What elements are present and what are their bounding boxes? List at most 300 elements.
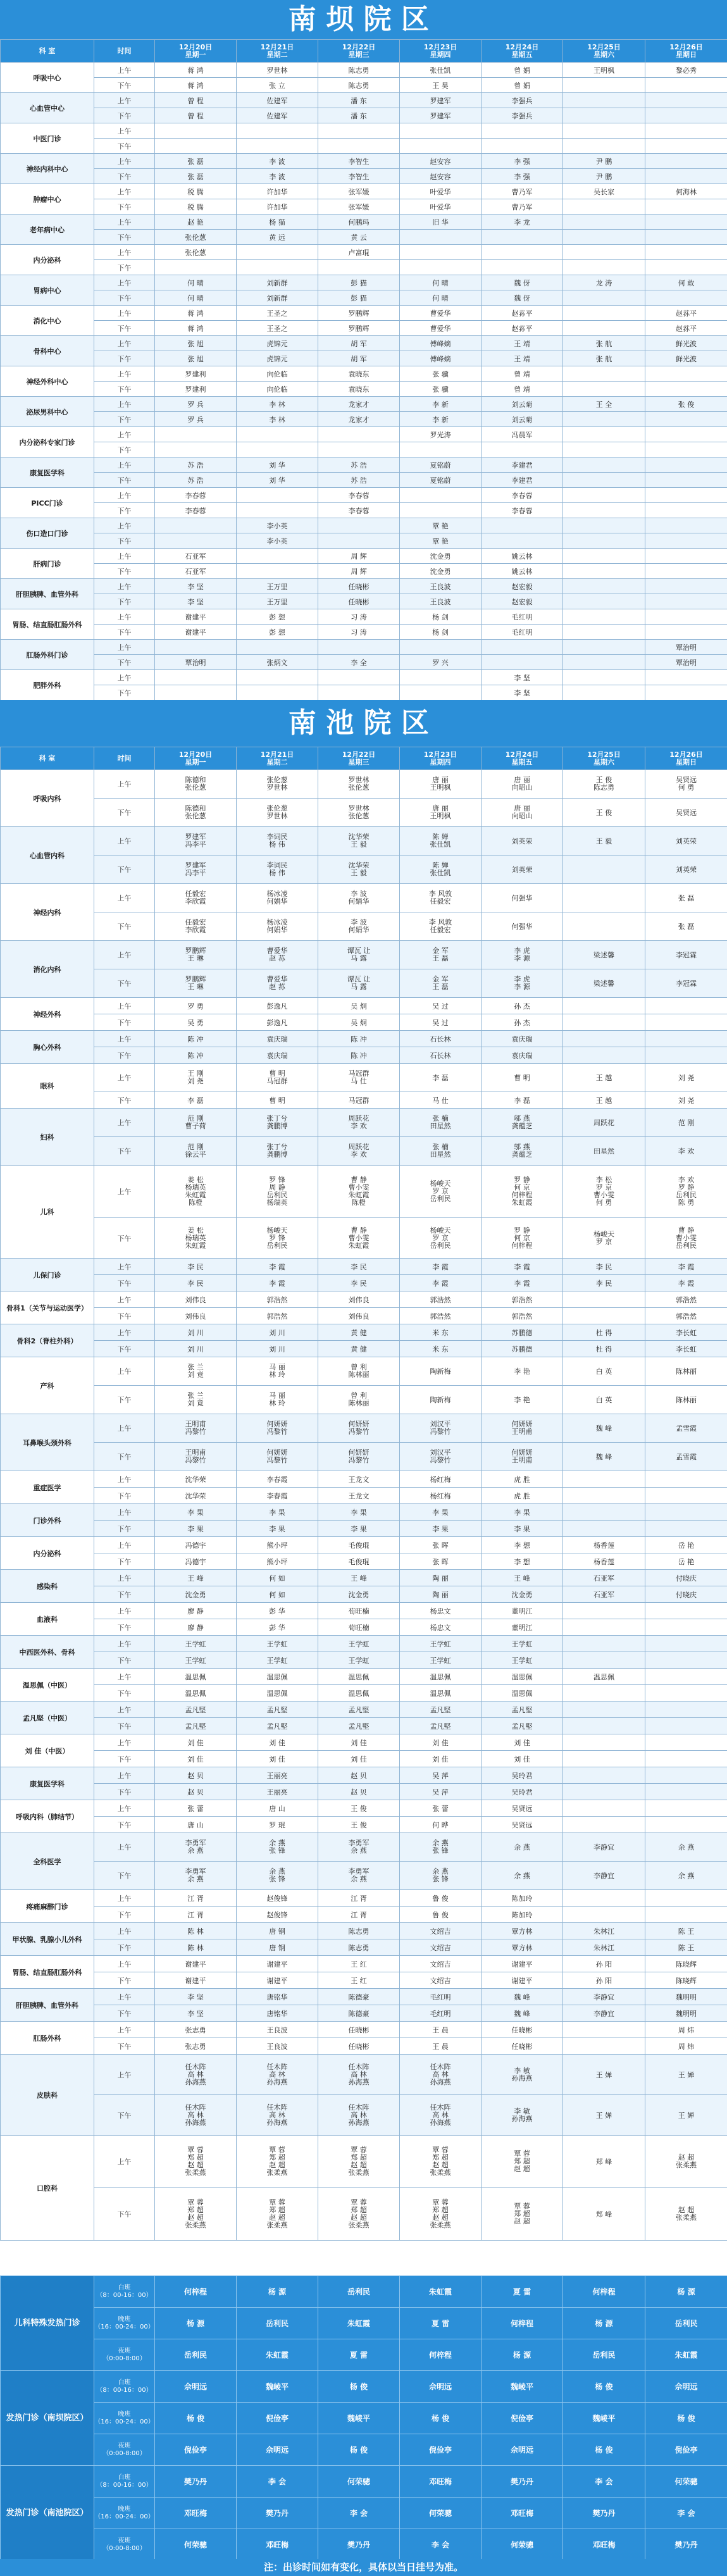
table-row	[1, 1652, 727, 1669]
doctor-cell: 孙 阳	[563, 1972, 645, 1989]
doctor-name: 高 林	[351, 2110, 367, 2119]
doctor-cell: 向伦临	[237, 382, 318, 397]
session-label: 下午	[94, 685, 155, 700]
doctor-cell: 曾 娟	[482, 78, 563, 93]
doctor-name: 陈 婵	[432, 861, 449, 869]
session-label: 下午	[94, 321, 155, 336]
doctor-cell	[563, 1471, 645, 1488]
table-row	[1, 625, 727, 640]
fever-row	[1, 2371, 727, 2403]
fever-row	[1, 2498, 727, 2529]
cell-line: 12月21日	[260, 42, 294, 51]
doctor-name: 罗世林	[348, 804, 370, 812]
doctor-name: 孙海燕	[348, 2118, 370, 2127]
doctor-cell	[645, 1800, 727, 1817]
doctor-name: 张柔燕	[185, 2221, 206, 2229]
doctor-cell	[155, 856, 237, 884]
table-row	[1, 382, 727, 397]
doctor-cell: 刘英荣	[645, 856, 727, 884]
doctor-name: 姜 松	[187, 1176, 204, 1184]
doctor-name: 马 仕	[351, 1077, 367, 1085]
doctor-cell	[318, 1218, 400, 1259]
doctor-cell: 荀旺楠	[318, 1619, 400, 1636]
doctor-name: 冯黎竹	[430, 1428, 451, 1436]
doctor-cell	[645, 685, 727, 700]
doctor-cell	[563, 290, 645, 306]
session-label: 上午	[94, 1603, 155, 1619]
doctor-cell: 李智生	[318, 154, 400, 169]
doctor-name: 王明枫	[430, 812, 451, 820]
doctor-cell	[155, 260, 237, 275]
doctor-cell	[482, 1137, 563, 1166]
doctor-name: 李勇军	[185, 1867, 206, 1876]
doctor-cell: 温思佩	[155, 1685, 237, 1702]
doctor-cell: 江 胥	[318, 1907, 400, 1923]
doctor-name: 杨峻天	[266, 1226, 288, 1235]
duty-doctor: 邓旺梅	[563, 2529, 645, 2561]
table-row	[1, 1862, 727, 1890]
session-label: 下午	[94, 199, 155, 215]
doctor-cell	[563, 442, 645, 457]
session-label: 上午	[94, 397, 155, 412]
doctor-name: 曾 利	[351, 1363, 367, 1371]
doctor-cell: 苏 浩	[155, 457, 237, 473]
doctor-cell	[645, 1521, 727, 1537]
doctor-cell	[155, 123, 237, 139]
doctor-cell: 何 晴	[155, 290, 237, 306]
doctor-name: 李勇军	[185, 1839, 206, 1847]
doctor-cell	[155, 770, 237, 799]
doctor-cell: 黎必秀	[645, 63, 727, 78]
table-row	[1, 306, 727, 321]
doctor-name: 周跃花	[348, 1114, 370, 1123]
doctor-cell	[645, 442, 727, 457]
doctor-cell	[563, 1504, 645, 1521]
doctor-cell: 虎 胜	[482, 1488, 563, 1504]
doctor-cell: 李 民	[318, 1275, 400, 1291]
doctor-cell: 蒋 鸿	[155, 63, 237, 78]
duty-doctor: 何荣骢	[645, 2466, 727, 2498]
doctor-cell: 王 全	[563, 397, 645, 412]
doctor-cell	[318, 799, 400, 827]
doctor-cell: 李 果	[482, 1521, 563, 1537]
duty-doctor: 佘明远	[155, 2371, 237, 2403]
session-label: 下午	[94, 1751, 155, 1767]
doctor-cell: 冯晨军	[482, 427, 563, 442]
doctor-cell: 刘 佳	[482, 1751, 563, 1767]
shift-label	[94, 2403, 155, 2434]
doctor-cell: 陈 王	[645, 1923, 727, 1939]
doctor-cell: 张 蕾	[155, 1800, 237, 1817]
doctor-name: 何妍妍	[511, 1420, 533, 1428]
table-row	[1, 2188, 727, 2241]
doctor-cell	[155, 442, 237, 457]
dept-name: 神经外科中心	[1, 366, 94, 397]
doctor-cell: 赵宏毅	[482, 579, 563, 594]
doctor-cell	[155, 827, 237, 856]
doctor-name: 李 虎	[514, 975, 530, 983]
doctor-cell	[563, 1817, 645, 1833]
cell-line: 星期五	[511, 757, 533, 766]
session-label: 下午	[94, 564, 155, 579]
doctor-cell	[563, 594, 645, 609]
doctor-cell	[318, 2055, 400, 2095]
doctor-cell: 李静宜	[563, 1833, 645, 1862]
table-row	[1, 78, 727, 93]
doctor-name: 覃 蓉	[351, 2198, 367, 2206]
table-row	[1, 503, 727, 518]
session-label: 下午	[94, 969, 155, 998]
table-row	[1, 412, 727, 427]
doctor-cell: 李 霞	[237, 1259, 318, 1275]
doctor-cell: 李春霞	[237, 1488, 318, 1504]
cell-line: 12月21日	[260, 750, 294, 759]
doctor-cell	[318, 884, 400, 912]
doctor-cell	[482, 799, 563, 827]
doctor-cell: 孟雪霞	[645, 1443, 727, 1471]
doctor-cell: 周 炜	[645, 2022, 727, 2038]
doctor-name: 孙海燕	[511, 2114, 533, 2123]
doctor-cell: 李小英	[237, 533, 318, 549]
doctor-cell: 杨红梅	[400, 1471, 482, 1488]
session-label: 下午	[94, 1443, 155, 1471]
table-row	[1, 799, 727, 827]
doctor-name: 覃 蓉	[269, 2146, 285, 2154]
doctor-cell	[318, 2095, 400, 2136]
doctor-name: 何妍妍	[266, 1448, 288, 1457]
doctor-name: 田星然	[430, 1122, 451, 1130]
session-label: 下午	[94, 1341, 155, 1357]
doctor-cell: 李建君	[482, 473, 563, 488]
doctor-cell: 王龙文	[318, 1471, 400, 1488]
doctor-cell: 温思佩	[237, 1669, 318, 1685]
duty-doctor: 樊乃丹	[645, 2529, 727, 2561]
doctor-cell	[400, 1833, 482, 1862]
doctor-cell: 陈林丽	[645, 1386, 727, 1414]
doctor-cell: 王 越	[563, 1064, 645, 1092]
doctor-cell: 王学虹	[155, 1652, 237, 1669]
doctor-cell	[318, 442, 400, 457]
doctor-name: 余 燕	[187, 1875, 204, 1883]
session-label: 上午	[94, 2136, 155, 2188]
doctor-cell: 王 昊	[400, 78, 482, 93]
doctor-cell: 刘英荣	[482, 856, 563, 884]
doctor-cell	[237, 549, 318, 564]
doctor-cell: 王良波	[400, 579, 482, 594]
table-row	[1, 1324, 727, 1341]
session-label: 上午	[94, 1537, 155, 1553]
doctor-cell	[318, 1414, 400, 1443]
doctor-cell	[645, 594, 727, 609]
table-row	[1, 1357, 727, 1386]
doctor-cell	[645, 260, 727, 275]
doctor-cell: 杨忠文	[400, 1603, 482, 1619]
doctor-name: 高 林	[187, 2070, 204, 2079]
doctor-name: 王 毅	[351, 840, 367, 849]
header-day	[645, 40, 727, 63]
doctor-name: 何娟华	[348, 897, 370, 905]
doctor-cell: 孟雪霞	[645, 1414, 727, 1443]
doctor-name: 张柔燕	[430, 2221, 451, 2229]
duty-doctor: 杨 俊	[318, 2434, 400, 2466]
doctor-cell: 黄 云	[318, 230, 400, 245]
dept-name: 温思佩（中医）	[1, 1669, 94, 1702]
doctor-cell: 鲜光波	[645, 351, 727, 366]
dept-name: 产科	[1, 1357, 94, 1414]
doctor-cell: 董明江	[482, 1603, 563, 1619]
doctor-cell	[645, 2188, 727, 2241]
doctor-cell	[318, 640, 400, 655]
doctor-name: 张 楠	[432, 1143, 449, 1151]
doctor-name: 罗 京	[432, 1233, 449, 1242]
doctor-name: 李 波	[351, 918, 367, 926]
doctor-cell: 温思佩	[155, 1669, 237, 1685]
fever-row	[1, 2434, 727, 2466]
table-row	[1, 640, 727, 655]
doctor-cell: 曾 娟	[482, 63, 563, 78]
doctor-name: 陈德和	[185, 776, 206, 784]
table-row	[1, 1504, 727, 1521]
doctor-cell	[482, 123, 563, 139]
cell-line: 科 室	[39, 46, 56, 55]
dept-name: 康复医学科	[1, 1767, 94, 1800]
doctor-name: 赵 超	[187, 2161, 204, 2169]
dept-name: 感染科	[1, 1570, 94, 1603]
doctor-cell: 李 霞	[645, 1259, 727, 1275]
doctor-cell	[563, 1521, 645, 1537]
doctor-cell: 张志勇	[155, 2022, 237, 2038]
table-row	[1, 2005, 727, 2022]
session-label: 上午	[94, 1767, 155, 1784]
doctor-cell: 李春蓉	[318, 503, 400, 518]
doctor-cell: 熊小坪	[237, 1537, 318, 1553]
doctor-cell: 罗 兵	[155, 412, 237, 427]
doctor-name: 任木阵	[266, 2062, 288, 2071]
doctor-name: 朱虹霞	[185, 1191, 206, 1199]
doctor-name: 王明甫	[185, 1448, 206, 1457]
doctor-cell: 李春蓉	[482, 503, 563, 518]
doctor-cell	[645, 139, 727, 154]
campus1-schedule-table	[0, 39, 727, 700]
doctor-cell	[400, 1862, 482, 1890]
doctor-cell: 陶新梅	[400, 1357, 482, 1386]
doctor-cell: 张 航	[563, 351, 645, 366]
dept-name: 心血管内科	[1, 827, 94, 884]
session-label: 下午	[94, 1275, 155, 1291]
doctor-cell: 李 磊	[155, 1092, 237, 1109]
fever-row	[1, 2308, 727, 2339]
doctor-cell	[563, 108, 645, 123]
doctor-cell: 荀旺楠	[318, 1603, 400, 1619]
doctor-cell	[155, 969, 237, 998]
doctor-cell	[237, 139, 318, 154]
dept-name: 肛肠外科门诊	[1, 640, 94, 670]
doctor-name: 李词民	[266, 861, 288, 869]
doctor-cell: 习 涛	[318, 609, 400, 625]
doctor-cell	[645, 1702, 727, 1718]
session-label: 上午	[94, 1669, 155, 1685]
doctor-name: 赵 荪	[269, 983, 285, 991]
doctor-name: 吴贤远	[676, 776, 697, 784]
doctor-cell: 王圣之	[237, 306, 318, 321]
dept-name: 泌尿男科中心	[1, 397, 94, 427]
doctor-cell: 魏 伢	[482, 290, 563, 306]
doctor-cell: 王 靖	[482, 336, 563, 351]
doctor-cell	[563, 1488, 645, 1504]
doctor-name: 孙海燕	[430, 2118, 451, 2127]
doctor-cell: 刘 尧	[645, 1064, 727, 1092]
doctor-cell: 董明江	[482, 1619, 563, 1636]
doctor-cell	[645, 123, 727, 139]
campus2-schedule-table	[0, 747, 727, 2241]
doctor-name: 郑 超	[351, 2206, 367, 2214]
doctor-cell	[482, 245, 563, 260]
dept-name: 消化中心	[1, 306, 94, 336]
doctor-cell: 温思佩	[237, 1685, 318, 1702]
fever-row	[1, 2466, 727, 2498]
doctor-cell	[318, 1109, 400, 1137]
doctor-cell	[400, 2055, 482, 2095]
doctor-cell: 郭浩然	[645, 1308, 727, 1324]
doctor-cell: 赵 贝	[155, 1784, 237, 1800]
doctor-cell: 王学虹	[400, 1636, 482, 1652]
duty-doctor: 何梓程	[482, 2308, 563, 2339]
doctor-name: 李 松	[595, 1176, 612, 1184]
doctor-cell: 张 旭	[155, 336, 237, 351]
doctor-cell	[645, 579, 727, 594]
doctor-name: 曹爱华	[266, 947, 288, 955]
cell-line: 星期二	[266, 50, 288, 59]
header-day	[645, 747, 727, 770]
doctor-name: 郑 超	[187, 2153, 204, 2162]
doctor-cell: 王 晨	[400, 2038, 482, 2055]
doctor-cell	[400, 770, 482, 799]
doctor-name: 高 林	[187, 2110, 204, 2119]
session-label: 下午	[94, 799, 155, 827]
doctor-cell: 李 坚	[482, 670, 563, 685]
doctor-cell: 杜 得	[563, 1324, 645, 1341]
doctor-name: 曾 利	[351, 1391, 367, 1400]
duty-doctor: 邓旺梅	[237, 2529, 318, 2561]
doctor-name: 唐 丽	[432, 804, 449, 812]
doctor-cell: 刘 佳	[155, 1751, 237, 1767]
doctor-cell	[318, 670, 400, 685]
doctor-cell	[318, 1166, 400, 1218]
doctor-name: 谭瓦 让	[347, 947, 371, 955]
doctor-cell: 王 峰	[318, 1570, 400, 1586]
doctor-cell: 孟凡堅	[400, 1702, 482, 1718]
doctor-cell	[563, 1702, 645, 1718]
doctor-name: 林 玲	[269, 1371, 285, 1379]
session-label: 下午	[94, 856, 155, 884]
doctor-cell	[563, 1031, 645, 1047]
duty-doctor: 岳利民	[645, 2308, 727, 2339]
doctor-cell: 傅峰嫡	[400, 336, 482, 351]
shift-line: （16：00-24：00）	[94, 2513, 154, 2520]
doctor-name: 朱虹霞	[348, 1241, 370, 1250]
doctor-cell	[482, 941, 563, 969]
doctor-cell: 李 坚	[155, 594, 237, 609]
doctor-cell: 李 霞	[400, 1275, 482, 1291]
session-label: 下午	[94, 1218, 155, 1259]
doctor-cell: 赵荪平	[482, 306, 563, 321]
doctor-cell: 尹 鹏	[563, 169, 645, 184]
doctor-cell	[563, 1907, 645, 1923]
doctor-cell: 王丽亮	[237, 1784, 318, 1800]
doctor-name: 张柔燕	[348, 2221, 370, 2229]
doctor-cell: 陶 丽	[400, 1586, 482, 1603]
doctor-cell	[645, 215, 727, 230]
doctor-cell	[400, 245, 482, 260]
doctor-name: 李 欢	[351, 1122, 367, 1130]
doctor-name: 覃 蓉	[514, 2150, 530, 2158]
doctor-cell	[237, 640, 318, 655]
doctor-cell	[237, 2136, 318, 2188]
doctor-cell: 冯德宇	[155, 1537, 237, 1553]
session-label: 上午	[94, 549, 155, 564]
session-label: 上午	[94, 488, 155, 503]
table-row	[1, 2055, 727, 2095]
doctor-cell	[400, 941, 482, 969]
doctor-cell	[482, 518, 563, 533]
dept-name: 耳鼻喉头颈外科	[1, 1414, 94, 1471]
doctor-cell: 李 强	[482, 154, 563, 169]
doctor-name: 余 燕	[432, 1867, 449, 1876]
doctor-cell: 周 辉	[318, 549, 400, 564]
shift-line: 晚班	[118, 2505, 131, 2513]
doctor-name: 曹小雯	[348, 1183, 370, 1192]
doctor-name: 岳利民	[266, 1241, 288, 1250]
doctor-cell: 米 东	[400, 1324, 482, 1341]
duty-doctor: 夏 雷	[318, 2339, 400, 2371]
doctor-cell: 刘 佳	[155, 1734, 237, 1751]
doctor-name: 岳利民	[430, 1241, 451, 1250]
dept-name: 神经内科	[1, 884, 94, 941]
doctor-cell: 毛红明	[400, 1989, 482, 2005]
doctor-cell: 刘 川	[237, 1324, 318, 1341]
doctor-cell	[400, 442, 482, 457]
dept-name: 伤口造口门诊	[1, 518, 94, 549]
session-label: 上午	[94, 215, 155, 230]
doctor-cell	[645, 1718, 727, 1734]
doctor-cell: 陈加玲	[482, 1907, 563, 1923]
shift-line: 白班	[118, 2284, 131, 2291]
doctor-cell	[563, 366, 645, 382]
doctor-name: 覃 蓉	[514, 2202, 530, 2210]
table-row	[1, 199, 727, 215]
doctor-name: 马 露	[351, 983, 367, 991]
duty-doctor: 佘明远	[400, 2371, 482, 2403]
doctor-cell: 赵安容	[400, 169, 482, 184]
doctor-cell: 王学虹	[400, 1652, 482, 1669]
doctor-cell: 王圣之	[237, 321, 318, 336]
doctor-cell: 卢富琨	[318, 245, 400, 260]
dept-name: 内分泌科	[1, 1537, 94, 1570]
doctor-cell: 彭 猫	[318, 275, 400, 290]
doctor-cell: 温思佩	[563, 1669, 645, 1685]
doctor-name: 任木阵	[348, 2103, 370, 2112]
doctor-cell	[237, 1357, 318, 1386]
doctor-cell: 石长林	[400, 1047, 482, 1064]
doctor-cell	[318, 427, 400, 442]
doctor-cell: 袁庆瑞	[482, 1031, 563, 1047]
session-label: 上午	[94, 998, 155, 1014]
doctor-cell	[645, 1047, 727, 1064]
doctor-cell: 郑 峰	[563, 2136, 645, 2188]
doctor-cell: 赵 贝	[318, 1767, 400, 1784]
doctor-name: 冯黎竹	[185, 1456, 206, 1464]
doctor-name: 孙海燕	[348, 2077, 370, 2086]
